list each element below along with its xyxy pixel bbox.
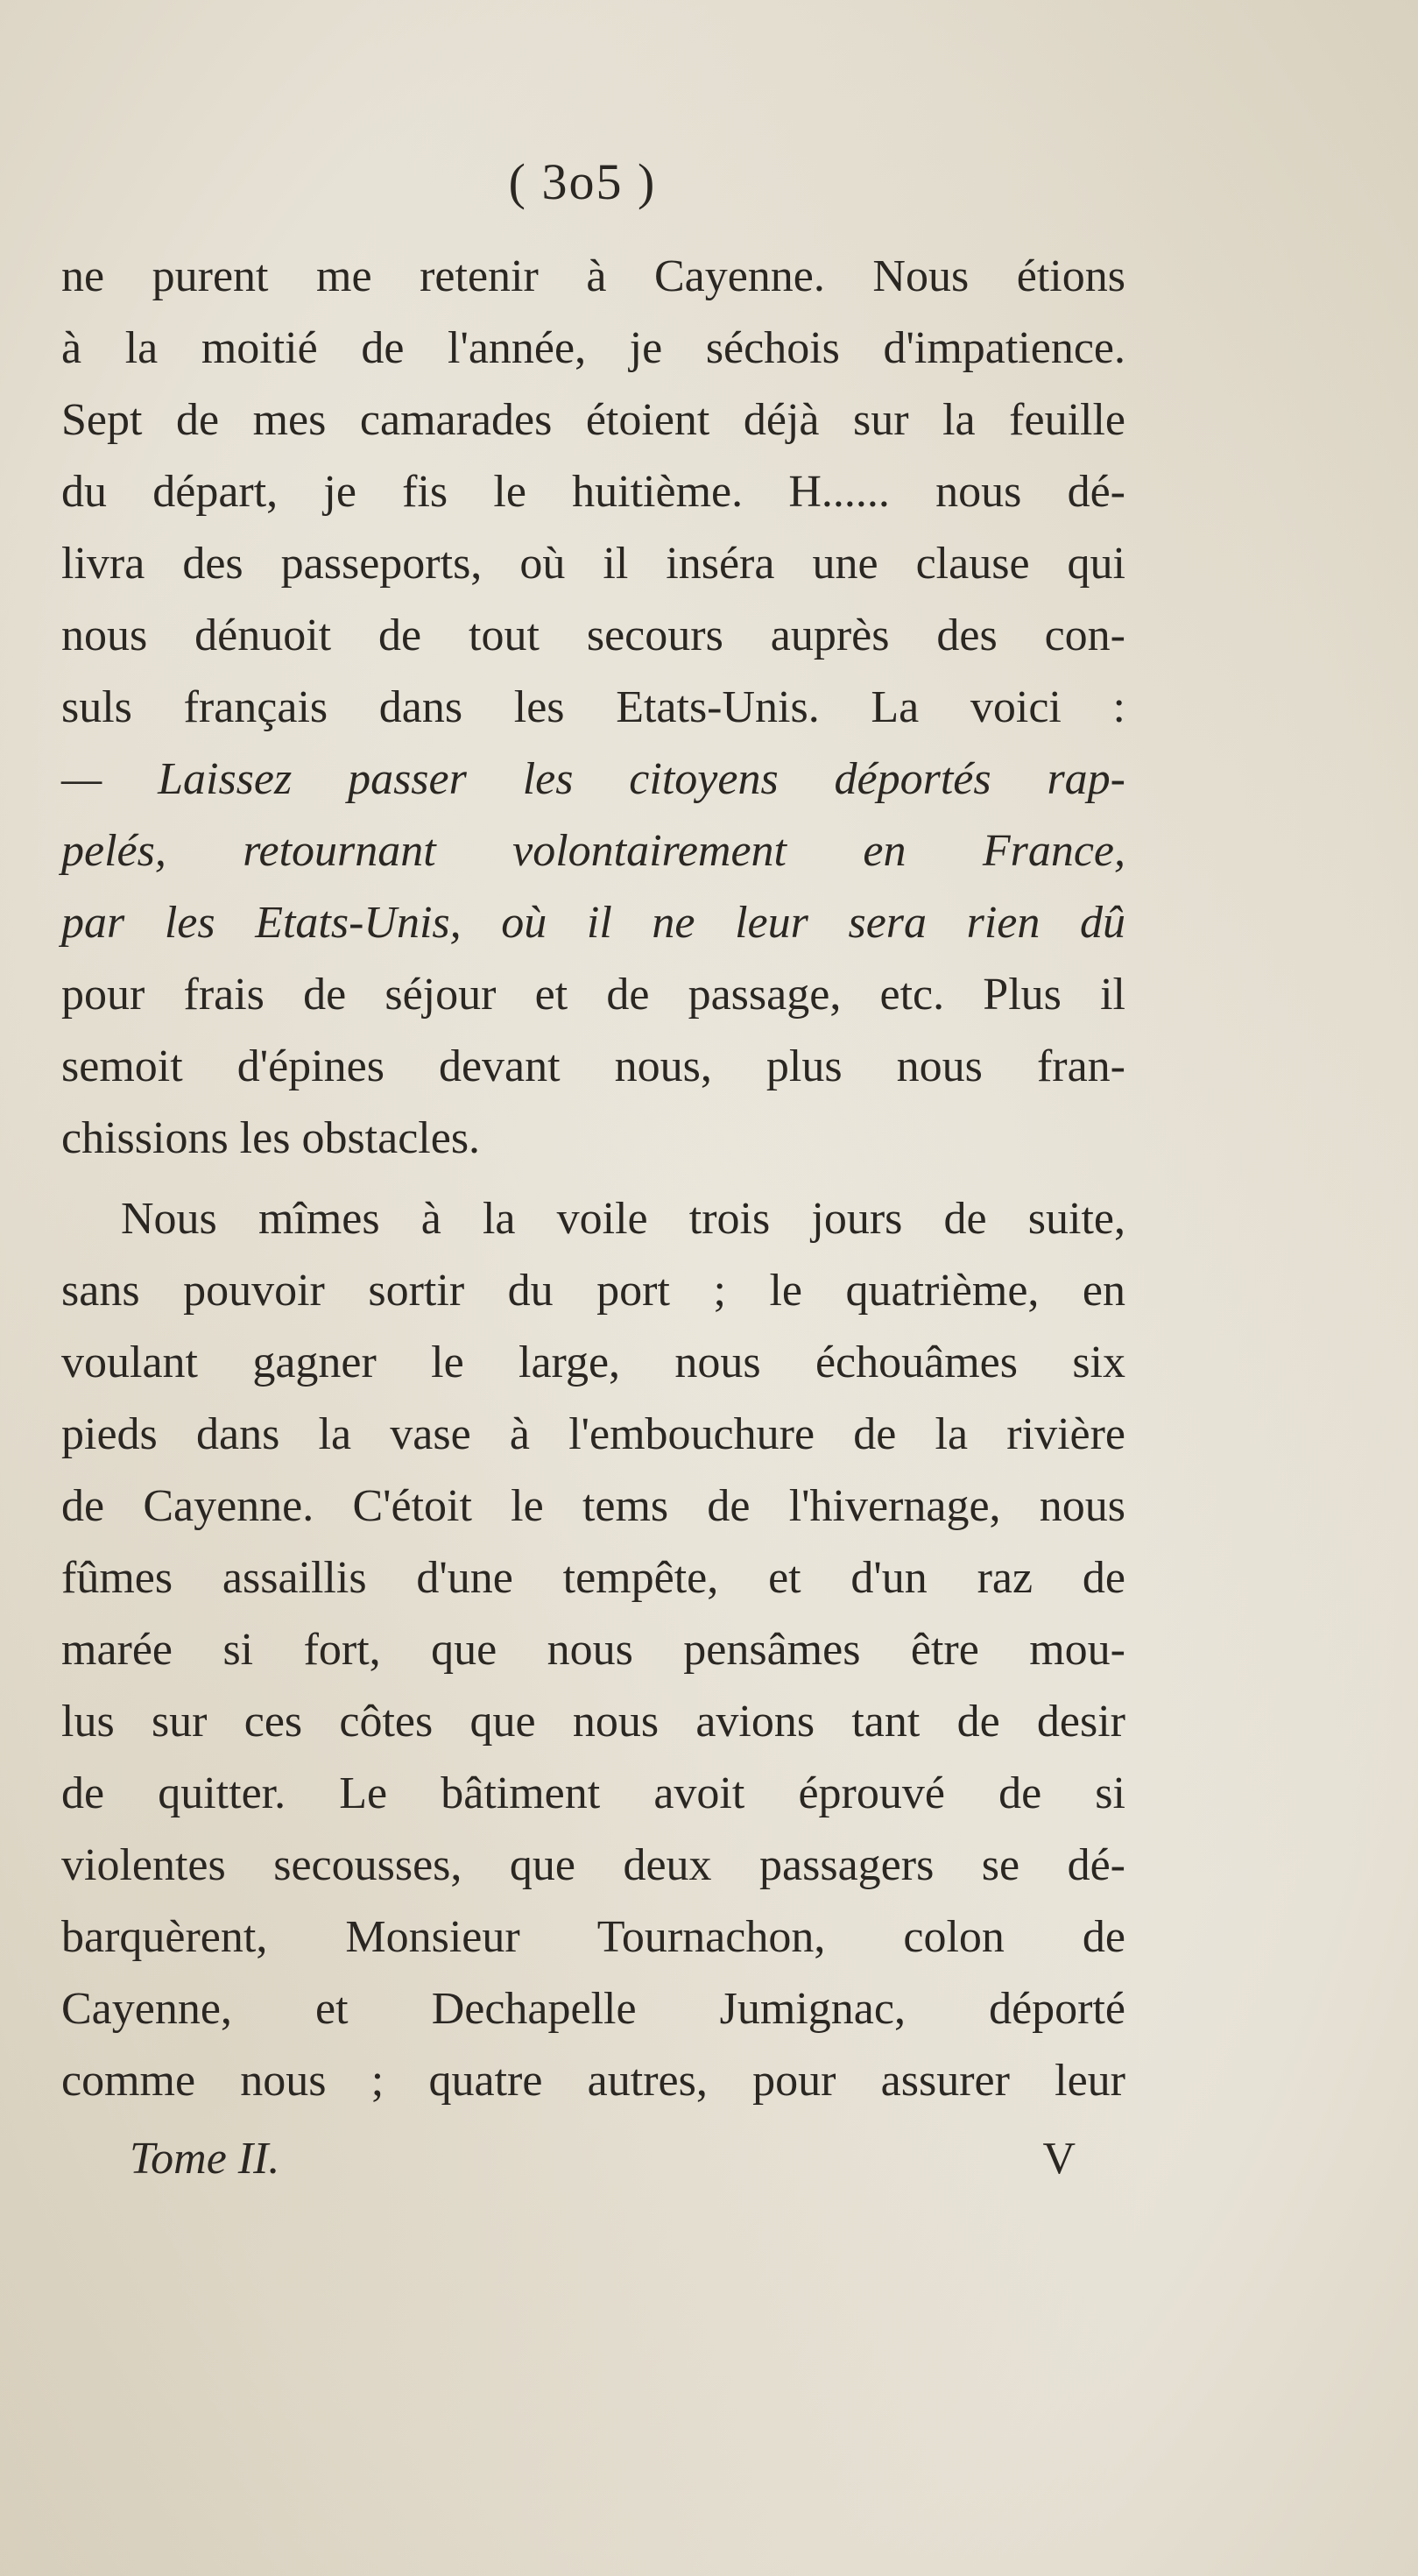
text-line: du départ, je fis le huitième. H...... nous dé- <box>61 467 1125 517</box>
text-line: violentes secousses, que deux passagers se dé- <box>61 1840 1125 1890</box>
text-line: de quitter. Le bâtiment avoit éprouvé de si <box>61 1768 1125 1818</box>
text-line: livra des passeports, où il inséra une clause qui <box>61 539 1125 589</box>
page-number: ( 3o5 ) <box>508 153 657 210</box>
signature-mark: V <box>1042 2134 1076 2184</box>
text-line: chissions les obstacles. <box>61 1113 481 1163</box>
volume-label: Tome II. <box>130 2134 280 2184</box>
body-text <box>61 241 1125 2117</box>
text-line: sans pouvoir sortir du port ; le quatrième, en <box>61 1266 1125 1316</box>
paragraph-break <box>61 1175 1125 1183</box>
text-line: fûmes assaillis d'une tempête, et d'un raz de <box>61 1553 1125 1603</box>
quoted-passport-line: pelés, retournant volontairement en France, <box>61 826 1125 876</box>
text-line: pieds dans la vase à l'embouchure de la rivière <box>61 1409 1125 1459</box>
text-line: Cayenne, et Dechapelle Jumignac, déporté <box>61 1984 1125 2034</box>
text-line: barquèrent, Monsieur Tournachon, colon de <box>61 1912 1125 1962</box>
quoted-passport-line: — Laissez passer les citoyens déportés rap- <box>61 754 1125 804</box>
quoted-passport-line: par les Etats-Unis, où il ne leur sera rien dû <box>61 898 1125 948</box>
text-line: comme nous ; quatre autres, pour assurer leur <box>61 2056 1125 2106</box>
text-line: Sept de mes camarades étoient déjà sur la feuille <box>61 395 1125 445</box>
text-line: à la moitié de l'année, je séchois d'impatience. <box>61 323 1125 373</box>
page-footer <box>130 2124 1076 2194</box>
text-line: semoit d'épines devant nous, plus nous fran- <box>61 1041 1125 1091</box>
text-line: voulant gagner le large, nous échouâmes six <box>61 1337 1125 1387</box>
text-line: suls français dans les Etats-Unis. La voici : <box>61 682 1125 732</box>
text-line: nous dénuoit de tout secours auprès des con- <box>61 610 1125 660</box>
text-line: lus sur ces côtes que nous avions tant de desir <box>61 1697 1125 1747</box>
text-line: Nous mîmes à la voile trois jours de suite, <box>121 1194 1125 1244</box>
text-line: pour frais de séjour et de passage, etc. Plus il <box>61 970 1125 1020</box>
text-line: marée si fort, que nous pensâmes être mou- <box>61 1625 1125 1675</box>
text-line: de Cayenne. C'étoit le tems de l'hivernage, nous <box>61 1481 1125 1531</box>
text-line: ne purent me retenir à Cayenne. Nous étions <box>61 251 1125 301</box>
